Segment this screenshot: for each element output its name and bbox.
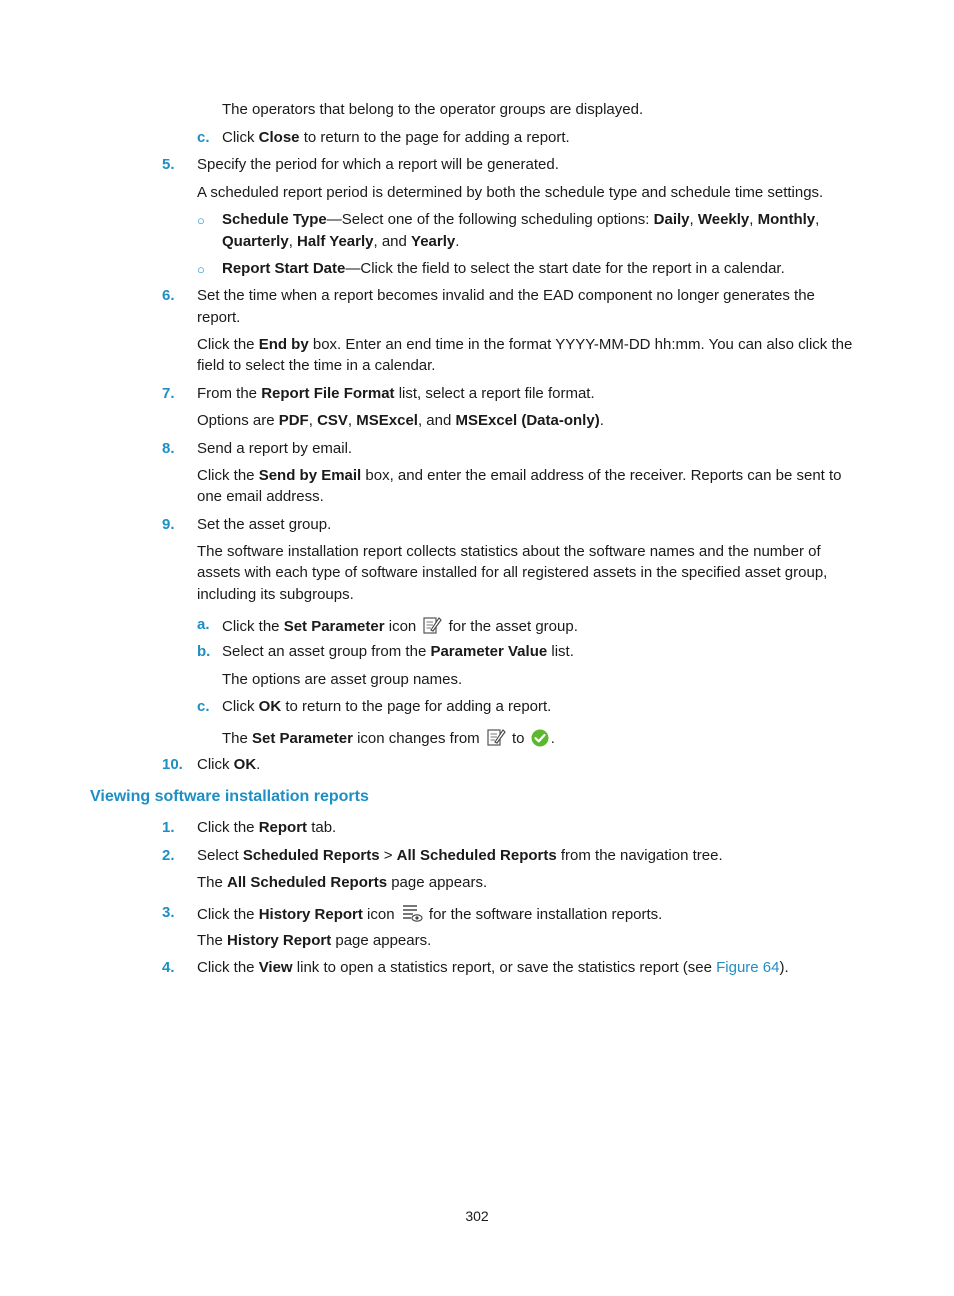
text-line: Select an asset group from the Parameter Value list. — [222, 643, 574, 660]
text-line: assets with each type of software installed for all registered assets in the specified asset group, — [197, 564, 828, 581]
step-number: 1. — [162, 819, 175, 836]
text-line: Set the time when a report becomes invalid and the EAD component no longer generates the — [197, 287, 815, 304]
text-line: Select Scheduled Reports > All Scheduled Reports from the navigation tree. — [197, 847, 723, 864]
section-heading: Viewing software installation reports — [90, 788, 369, 805]
step-number: 3. — [162, 904, 175, 921]
step-number: 2. — [162, 847, 175, 864]
step-number: 7. — [162, 385, 175, 402]
substep-marker: c. — [197, 698, 210, 715]
text-line: Click OK to return to the page for adding a report. — [222, 698, 552, 715]
text-line: Click the End by box. Enter an end time in the format YYYY-MM-DD hh:mm. You can also click the — [197, 336, 853, 353]
step-number: 6. — [162, 287, 175, 304]
step-number: 4. — [162, 959, 175, 976]
text-line: Schedule Type—Select one of the following scheduling options: Daily, Weekly, Monthly, — [222, 211, 820, 228]
text-line: including its subgroups. — [197, 586, 354, 603]
text-line: Click the Set Parameter icon for the asset group. — [222, 615, 578, 641]
text-line: Click the Send by Email box, and enter the email address of the receiver. Reports can be sent to — [197, 467, 842, 484]
figure-64-link[interactable]: Figure 64 — [716, 959, 780, 976]
substep-marker: b. — [197, 643, 211, 660]
text-line: Click the Report tab. — [197, 819, 337, 836]
step-number: 5. — [162, 156, 175, 173]
bullet: ○ — [197, 213, 205, 228]
substep-marker: a. — [197, 616, 210, 633]
bullet: ○ — [197, 262, 205, 277]
text-line: From the Report File Format list, select a report file format. — [197, 385, 595, 402]
text-line: Click OK. — [197, 756, 261, 773]
text-line: The Set Parameter icon changes from to . — [222, 727, 555, 753]
set-parameter-icon — [422, 615, 442, 641]
text-line: Quarterly, Half Yearly, and Yearly. — [222, 233, 460, 250]
text-line: A scheduled report period is determined by both the schedule type and schedule time settings. — [197, 184, 824, 201]
text-line: Set the asset group. — [197, 516, 332, 533]
page-number: 302 — [465, 1208, 489, 1224]
text-line: The History Report page appears. — [197, 932, 432, 949]
text-line: The software installation report collects statistics about the software names and the number of — [197, 543, 821, 560]
substep-marker: c. — [197, 129, 210, 146]
text-line: report. — [197, 309, 241, 326]
text-line: Report Start Date—Click the field to select the start date for the report in a calendar. — [222, 260, 785, 277]
text-line: Options are PDF, CSV, MSExcel, and MSExcel (Data-only). — [197, 412, 604, 429]
text-line: Click Close to return to the page for adding a report. — [222, 129, 570, 146]
text-line: Send a report by email. — [197, 440, 353, 457]
ok-check-icon — [531, 729, 549, 753]
text-line: The All Scheduled Reports page appears. — [197, 874, 488, 891]
text-line: Specify the period for which a report will be generated. — [197, 156, 559, 173]
step-number: 10. — [162, 756, 183, 773]
text-line: The options are asset group names. — [222, 671, 463, 688]
text-line: The operators that belong to the operator groups are displayed. — [222, 101, 644, 118]
set-parameter-icon — [486, 727, 506, 753]
text-line: field to select the time in a calendar. — [197, 357, 436, 374]
step-number: 9. — [162, 516, 175, 533]
text-line: Click the View link to open a statistics report, or save the statistics report (see Figure 64). — [197, 959, 789, 976]
text-line: one email address. — [197, 488, 324, 505]
step-number: 8. — [162, 440, 175, 457]
history-report-icon — [401, 903, 423, 929]
text-line: Click the History Report icon for the software installation reports. — [197, 903, 662, 929]
